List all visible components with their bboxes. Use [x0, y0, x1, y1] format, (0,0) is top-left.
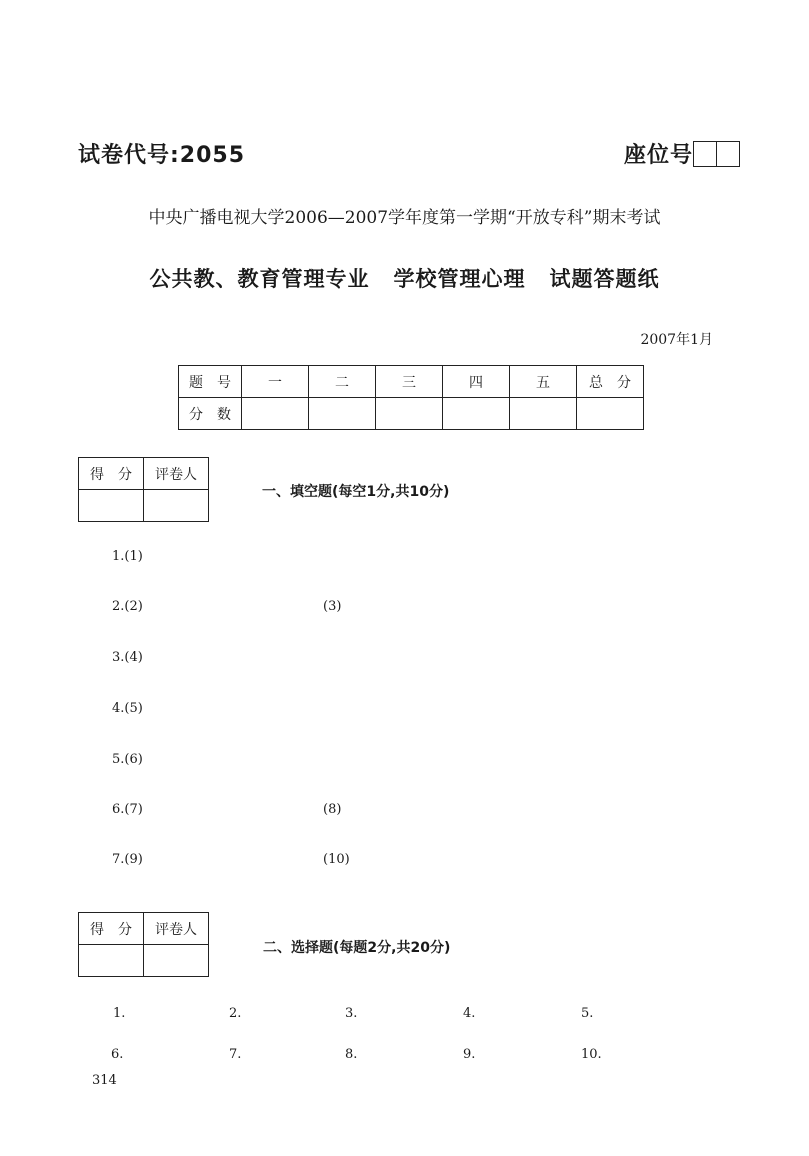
seat-number-box[interactable]	[717, 141, 740, 167]
answer-item[interactable]: 7.(9)	[112, 852, 143, 867]
answer-item[interactable]: 6.(7)	[112, 802, 143, 817]
choice-answer-item[interactable]: 9.	[463, 1047, 476, 1062]
choice-answer-item[interactable]: 2.	[229, 1006, 242, 1021]
seat-number-label: 座位号	[624, 143, 694, 168]
answer-item[interactable]: (3)	[323, 599, 342, 614]
score-cell-3[interactable]	[376, 398, 443, 430]
paper-code: 试卷代号:2055	[78, 143, 246, 168]
score-cell-2[interactable]	[309, 398, 376, 430]
answer-item[interactable]: 5.(6)	[112, 752, 143, 767]
seat-number-field	[624, 138, 740, 169]
answer-item[interactable]: 4.(5)	[112, 701, 143, 716]
score-cell-1[interactable]	[242, 398, 309, 430]
answer-item[interactable]: (10)	[323, 852, 350, 867]
answer-item[interactable]: (8)	[323, 802, 342, 817]
section-title-fill-in: 一、填空题(每空1分,共10分)	[262, 484, 450, 500]
section-grader-cell[interactable]	[144, 490, 209, 522]
score-label: 得 分	[79, 458, 144, 490]
grader-label: 评卷人	[144, 458, 209, 490]
title-major: 公共教、教育管理专业	[149, 267, 370, 291]
question-header-4: 四	[443, 366, 510, 398]
question-header-5: 五	[510, 366, 577, 398]
page-number: 314	[92, 1073, 117, 1088]
choice-answer-item[interactable]: 5.	[581, 1006, 594, 1021]
score-row-label: 分 数	[179, 398, 242, 430]
question-header-3: 三	[376, 366, 443, 398]
paper-title	[0, 263, 809, 293]
score-table-header-row	[179, 366, 644, 398]
grader-box	[78, 457, 209, 522]
score-cell-5[interactable]	[510, 398, 577, 430]
section-title-multiple-choice: 二、选择题(每题2分,共20分)	[263, 940, 451, 956]
total-score-header: 总 分	[577, 366, 644, 398]
section-score-cell[interactable]	[79, 945, 144, 977]
answer-item[interactable]: 3.(4)	[112, 650, 143, 665]
score-table-score-row	[179, 398, 644, 430]
choice-answer-item[interactable]: 1.	[113, 1006, 126, 1021]
grader-label: 评卷人	[144, 913, 209, 945]
choice-answer-item[interactable]: 10.	[581, 1047, 602, 1062]
section-grader-cell[interactable]	[144, 945, 209, 977]
score-cell-total[interactable]	[577, 398, 644, 430]
choice-answer-item[interactable]: 8.	[345, 1047, 358, 1062]
answer-item[interactable]: 1.(1)	[112, 549, 143, 564]
grader-box	[78, 912, 209, 977]
choice-answer-item[interactable]: 4.	[463, 1006, 476, 1021]
title-course: 学校管理心理	[393, 267, 526, 291]
seat-number-box[interactable]	[693, 141, 717, 167]
university-exam-line: 中央广播电视大学2006—2007学年度第一学期“开放专科”期末考试	[148, 208, 661, 228]
title-doc-type: 试题答题纸	[549, 267, 660, 291]
answer-item[interactable]: 2.(2)	[112, 599, 143, 614]
choice-answer-item[interactable]: 6.	[111, 1047, 124, 1062]
question-header-1: 一	[242, 366, 309, 398]
score-table	[178, 365, 644, 430]
section-score-cell[interactable]	[79, 490, 144, 522]
choice-answer-item[interactable]: 3.	[345, 1006, 358, 1021]
question-number-label: 题 号	[179, 366, 242, 398]
exam-date: 2007年1月	[640, 332, 713, 348]
score-label: 得 分	[79, 913, 144, 945]
score-cell-4[interactable]	[443, 398, 510, 430]
choice-answer-item[interactable]: 7.	[229, 1047, 242, 1062]
question-header-2: 二	[309, 366, 376, 398]
